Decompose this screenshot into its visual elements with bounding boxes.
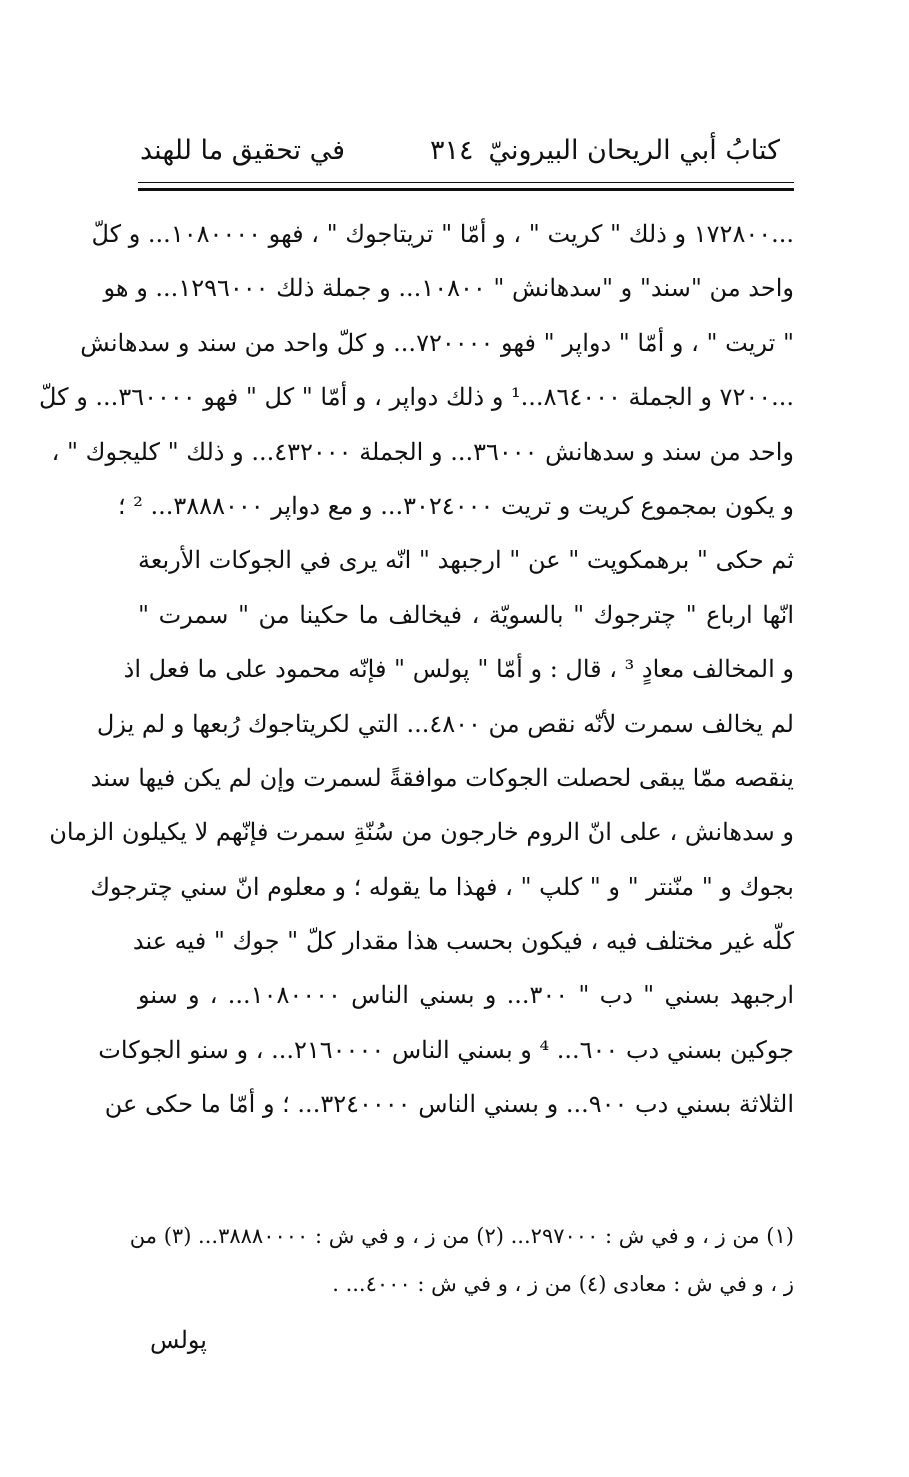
page-number: ٣١٤ bbox=[430, 135, 474, 166]
text-line: كلّه غير مختلف فيه ، فيكون بحسب هذا مقدار كلّ " جوك " فيه عند bbox=[132, 927, 794, 956]
text-line: ...١٧٢٨٠٠ و ذلك " كريت " ، و أمّا " تريتاجوك " ، فهو ١٠٨٠٠٠٠... و كلّ bbox=[91, 220, 794, 248]
text-line: ثم حكى " برهمكوپت " عن " ارجبهد " انّه يرى في الجوكات الأربعة bbox=[138, 546, 795, 575]
text-line: الثلاثة بسني دب ٩٠٠... و بسني الناس ٣٢٤٠٠٠٠... ؛ و أمّا ما حكى عن bbox=[104, 1090, 794, 1119]
footnote-line: (١) من ز ، و في ش : ٢٩٧٠٠٠... (٢) من ز ، و في ش : ٣٨٨٨٠٠٠٠... (٣) من bbox=[129, 1224, 794, 1248]
text-line: ينقصه ممّا يبقى لحصلت الجوكات موافقةً لسمرت وإن لم يكن فيها سند bbox=[90, 763, 794, 792]
running-header-book-title: كتابُ أبي الريحان البيرونيّ bbox=[488, 135, 780, 166]
footnotes bbox=[129, 1212, 794, 1308]
catchword: پولس bbox=[150, 1326, 207, 1354]
running-header-section-title: في تحقيق ما للهند bbox=[140, 135, 346, 166]
text-line: و يكون بمجموع كريت و تريت ٣٠٢٤٠٠٠... و مع دواپر ٣٨٨٨٠٠٠... ² ؛ bbox=[117, 491, 794, 520]
text-line: واحد من "سند" و "سدهانش " ١٠٨٠٠... و جملة ذلك ١٢٩٦٠٠٠... و هو bbox=[103, 274, 794, 303]
running-header bbox=[140, 128, 780, 174]
text-line: " تريت " ، و أمّا " دواپر " فهو ٧٢٠٠٠٠... و كلّ واحد من سند و سدهانش bbox=[80, 328, 794, 357]
text-line: جوكين بسني دب ٦٠٠... ⁴ و بسني الناس ٢١٦٠٠٠٠... ، و سنو الجوكات bbox=[98, 1035, 794, 1064]
main-text bbox=[38, 207, 795, 1132]
text-line: ارجبهد بسني " دب " ٣٠٠... و بسني الناس ١٠٨٠٠٠٠... ، و سنو bbox=[138, 981, 794, 1010]
text-line: بجوك و " منّنتر " و " كلپ " ، فهذا ما يقوله ؛ و معلوم انّ سني چترجوك bbox=[90, 872, 794, 901]
text-line: لم يخالف سمرت لأنّه نقص من ٤٨٠٠... التي لكريتاجوك رُبعها و لم يزل bbox=[96, 709, 794, 738]
header-rule-thick bbox=[138, 188, 794, 191]
text-line: ...٧٢٠٠ و الجملة ٨٦٤٠٠٠...¹ و ذلك دواپر ، و أمّا " كل " فهو ٣٦٠٠٠٠... و كلّ bbox=[38, 383, 794, 412]
header-rule-thin bbox=[138, 182, 794, 183]
text-line: و سدهانش ، على انّ الروم خارجون من سُنّةِ سمرت فإنّهم لا يكيلون الزمان bbox=[49, 818, 794, 847]
text-line: واحد من سند و سدهانش ٣٦٠٠٠... و الجملة ٤٣٢٠٠٠... و ذلك " كليجوك " ، bbox=[51, 437, 794, 466]
footnote-line: ز ، و في ش : معادى (٤) من ز ، و في ش : ٤٠٠٠... . bbox=[332, 1272, 794, 1296]
text-line: و المخالف معادٍ ³ ، قال : و أمّا " پولس " فإنّه محمود على ما فعل اذ bbox=[123, 655, 794, 684]
text-line: انّها ارباع " چترجوك " بالسويّة ، فيخالف ما حكينا من " سمرت " bbox=[138, 600, 794, 629]
